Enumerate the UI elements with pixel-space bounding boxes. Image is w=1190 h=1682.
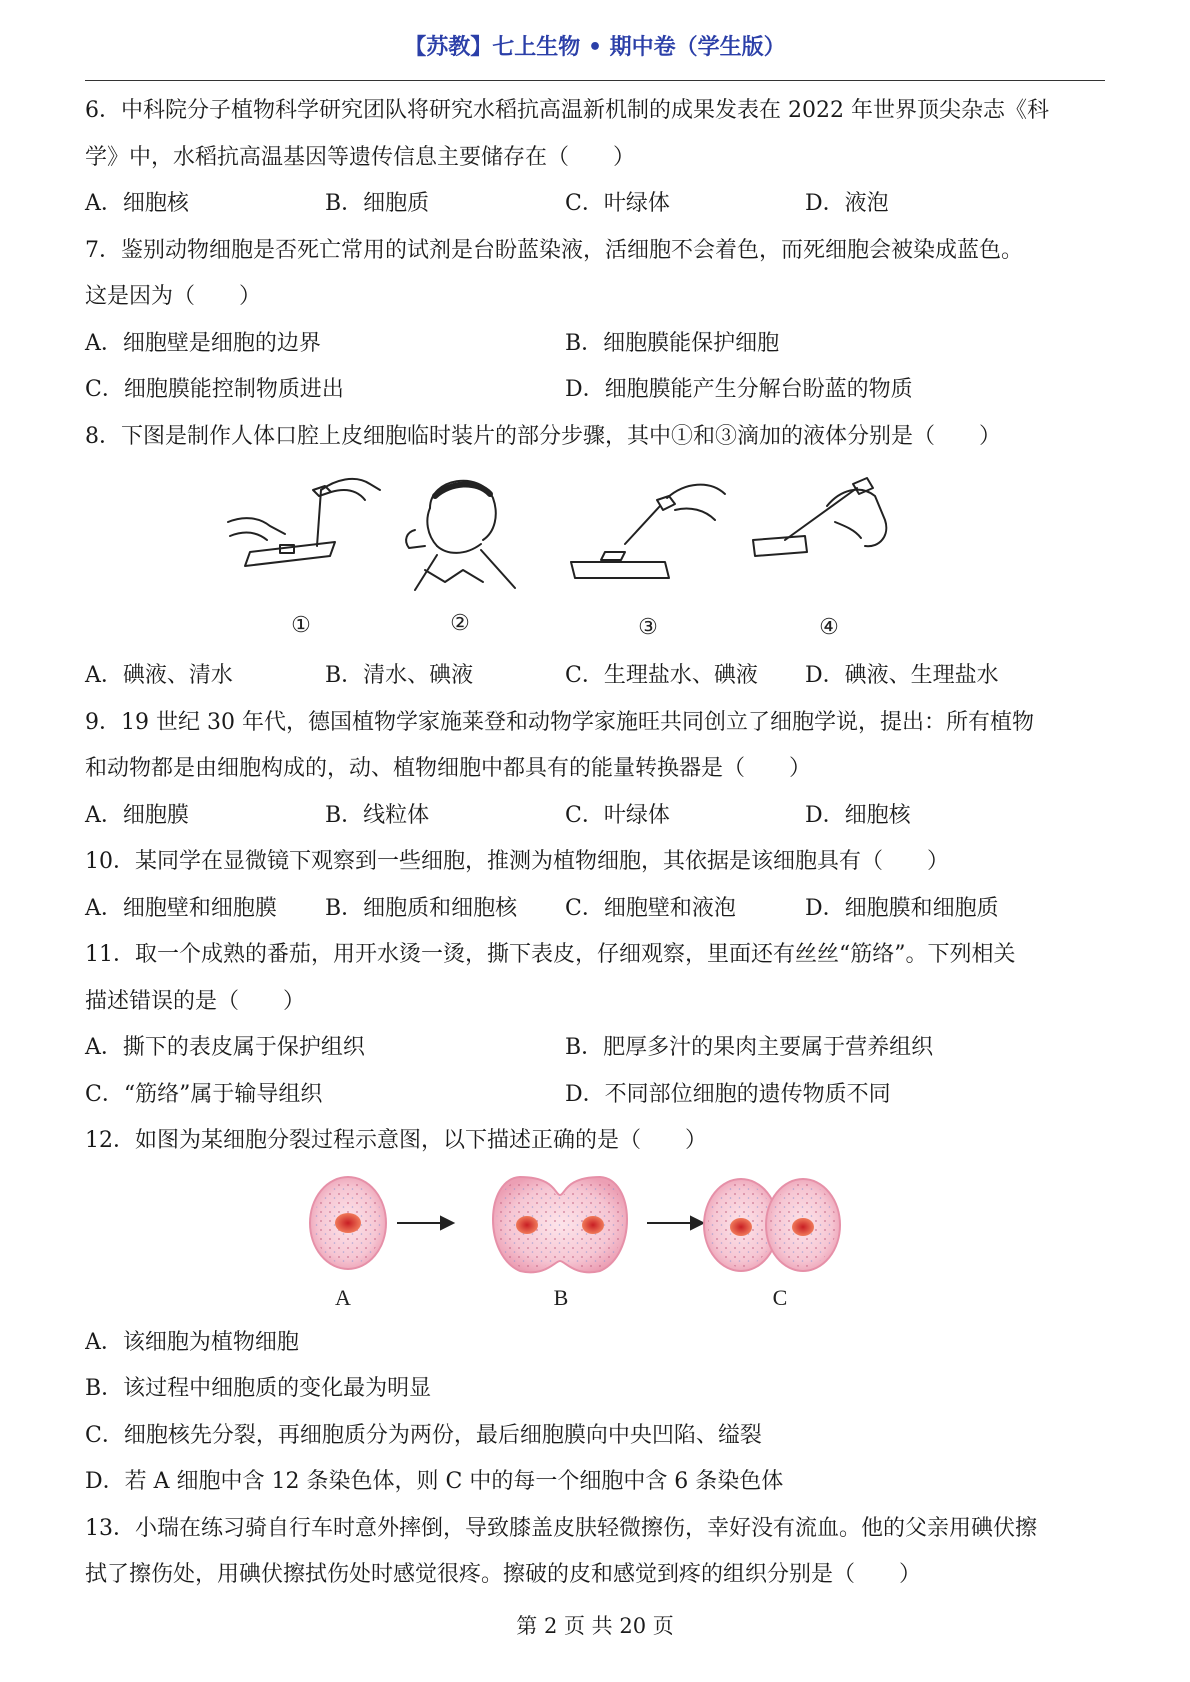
- option-b[interactable]: B．细胞质: [325, 191, 430, 216]
- question-text: 9．19 世纪 30 年代，德国植物学家施莱登和动物学家施旺共同创立了细胞学说，提出：所有植物: [85, 709, 1034, 735]
- options-row: [85, 1072, 1105, 1119]
- question-12: [85, 1118, 1105, 1506]
- option-c[interactable]: C．生理盐水、碘液: [565, 663, 758, 688]
- cell-division-figure: [85, 1165, 1105, 1320]
- figure-label-a: A: [335, 1284, 351, 1310]
- step4-drawing: [753, 478, 886, 556]
- option-b[interactable]: B．细胞膜能保护细胞: [565, 330, 780, 356]
- options-row: [85, 321, 1105, 368]
- option-c[interactable]: C．叶绿体: [565, 802, 670, 828]
- option-d[interactable]: D．碘液、生理盐水: [805, 663, 999, 688]
- question-6: [85, 88, 1105, 228]
- option-c[interactable]: C．细胞壁和液泡: [565, 895, 736, 921]
- options-row: [85, 653, 1105, 700]
- slide-preparation-figure: [85, 460, 1105, 653]
- slide-steps-illustration: [85, 460, 1105, 653]
- question-text: 11．取一个成熟的番茄，用开水烫一烫，撕下表皮，仔细观察，里面还有丝丝“筋络”。下列相关: [85, 942, 1016, 967]
- arrow-icon: [647, 1217, 703, 1229]
- option-b[interactable]: B．该过程中细胞质的变化最为明显: [85, 1376, 432, 1401]
- cell-b: [493, 1177, 627, 1272]
- option-b[interactable]: B．肥厚多汁的果肉主要属于营养组织: [565, 1035, 934, 1060]
- options-row: [85, 886, 1105, 933]
- question-13: [85, 1506, 1105, 1599]
- option-a[interactable]: A．碘液、清水: [85, 663, 233, 688]
- cell-c: [704, 1179, 840, 1271]
- option-a[interactable]: A．细胞膜: [85, 802, 189, 828]
- question-10: [85, 839, 1105, 932]
- option-d[interactable]: D．液泡: [805, 191, 889, 216]
- question-text: 和动物都是由细胞构成的，动、植物细胞中都具有的能量转换器是（ ）: [85, 756, 812, 781]
- options-row: [85, 793, 1105, 840]
- figure-label-4: ④: [819, 614, 839, 639]
- step2-drawing: [406, 481, 515, 590]
- option-c[interactable]: C．细胞核先分裂，再细胞质分为两份，最后细胞膜向中央凹陷、缢裂: [85, 1422, 762, 1448]
- option-c[interactable]: C．“筋络”属于输导组织: [85, 1081, 323, 1107]
- option-a[interactable]: A．细胞壁是细胞的边界: [85, 330, 321, 356]
- question-text: 12．如图为某细胞分裂过程示意图，以下描述正确的是（ ）: [85, 1128, 707, 1153]
- option-b[interactable]: B．细胞质和细胞核: [325, 895, 518, 921]
- question-11: [85, 932, 1105, 1118]
- question-text: 描述错误的是（ ）: [85, 988, 306, 1014]
- question-text: 8．下图是制作人体口腔上皮细胞临时装片的部分步骤，其中①和③滴加的液体分别是（ ）: [85, 423, 1002, 449]
- arrow-icon: [397, 1217, 453, 1229]
- option-a[interactable]: A．细胞壁和细胞膜: [85, 895, 277, 921]
- figure-label-2: ②: [450, 610, 470, 635]
- option-d[interactable]: D．细胞核: [805, 802, 911, 828]
- question-7: [85, 228, 1105, 414]
- option-b[interactable]: B．清水、碘液: [325, 663, 474, 688]
- question-text: 这是因为（ ）: [85, 284, 262, 309]
- question-9: [85, 700, 1105, 840]
- option-d[interactable]: D．不同部位细胞的遗传物质不同: [565, 1081, 891, 1107]
- option-a[interactable]: A．细胞核: [85, 191, 189, 216]
- question-text: 拭了擦伤处，用碘伏擦拭伤处时感觉很疼。擦破的皮和感觉到疼的组织分别是（ ）: [85, 1562, 922, 1587]
- option-a[interactable]: A．该细胞为植物细胞: [85, 1329, 299, 1355]
- question-text: 学》中，水稻抗高温基因等遗传信息主要储存在（ ）: [85, 144, 636, 170]
- step1-drawing: [228, 479, 380, 566]
- figure-label-1: ①: [291, 612, 311, 637]
- option-d[interactable]: D．细胞膜能产生分解台盼蓝的物质: [565, 377, 913, 402]
- cell-a: [310, 1177, 386, 1269]
- option-c[interactable]: C．叶绿体: [565, 191, 670, 216]
- option-a[interactable]: A．撕下的表皮属于保护组织: [85, 1035, 365, 1060]
- question-text: 6．中科院分子植物科学研究团队将研究水稻抗高温新机制的成果发表在 2022 年世界顶尖杂志《科: [85, 98, 1049, 123]
- step3-drawing: [571, 485, 725, 578]
- question-8: [85, 414, 1105, 700]
- option-c[interactable]: C．细胞膜能控制物质进出: [85, 377, 344, 402]
- page-header-title: 【苏教】七上生物 • 期中卷（学生版）: [404, 35, 786, 60]
- figure-label-b: B: [553, 1284, 569, 1310]
- option-b[interactable]: B．线粒体: [325, 802, 430, 828]
- page-number: 第 2 页 共 20 页: [516, 1614, 674, 1638]
- option-d[interactable]: D．若 A 细胞中含 12 条染色体，则 C 中的每一个细胞中含 6 条染色体: [85, 1469, 784, 1494]
- figure-label-c: C: [772, 1284, 788, 1310]
- cell-division-illustration: [85, 1165, 1105, 1320]
- question-content: [85, 88, 1105, 1599]
- options-row: [85, 367, 1105, 414]
- options-row: [85, 181, 1105, 228]
- question-text: 13．小瑞在练习骑自行车时意外摔倒，导致膝盖皮肤轻微擦伤，幸好没有流血。他的父亲用碘伏擦: [85, 1515, 1037, 1541]
- question-text: 10．某同学在显微镜下观察到一些细胞，推测为植物细胞，其依据是该细胞具有（ ）: [85, 849, 949, 874]
- header-divider: [85, 80, 1105, 81]
- question-text: 7．鉴别动物细胞是否死亡常用的试剂是台盼蓝染液，活细胞不会着色，而死细胞会被染成蓝色。: [85, 237, 1024, 263]
- options-row: [85, 1025, 1105, 1072]
- option-d[interactable]: D．细胞膜和细胞质: [805, 895, 999, 921]
- figure-label-3: ③: [638, 614, 658, 639]
